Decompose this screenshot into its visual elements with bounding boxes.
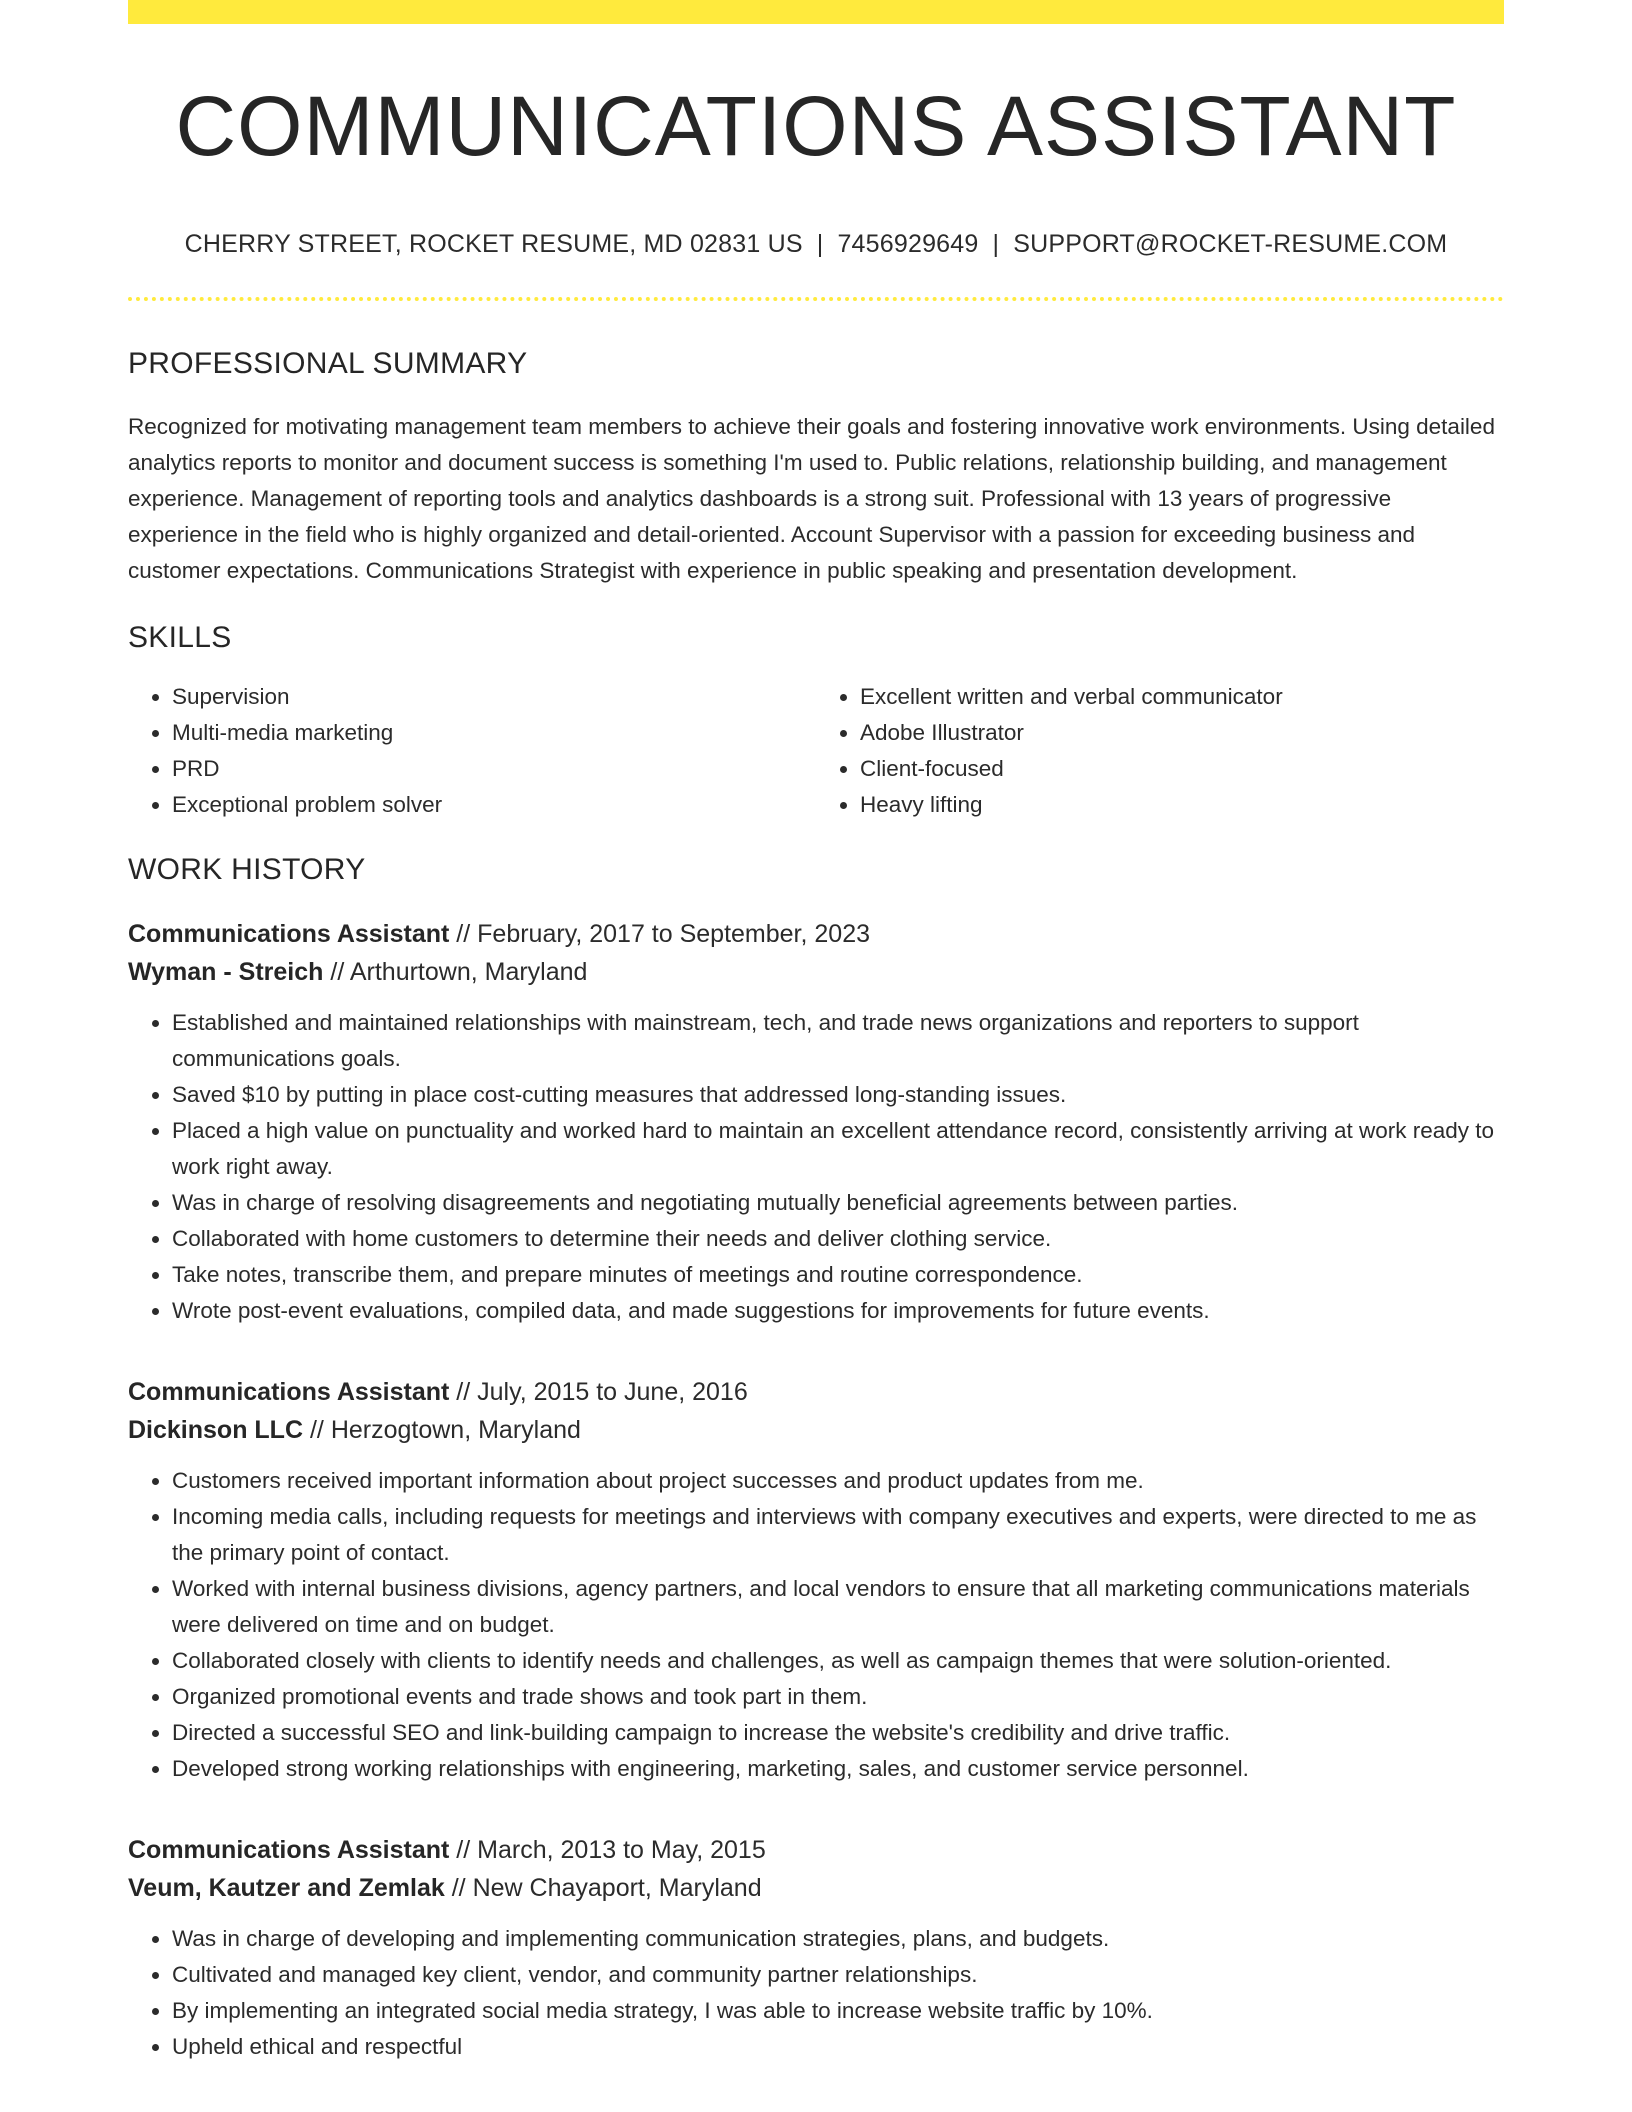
job-entry [128, 1373, 1504, 1787]
job-bullet: • Incoming media calls, including requests for meetings and interviews with company executives and experts, were directed to me as the primary point of contact. [172, 1499, 1504, 1571]
job-bullet: • Wrote post-event evaluations, compiled data, and made suggestions for improvements for future events. [172, 1293, 1504, 1329]
contact-line [128, 230, 1504, 259]
job-role-line [128, 915, 1504, 953]
job-bullet: • Developed strong working relationships with engineering, marketing, sales, and customer service personnel. [172, 1751, 1504, 1787]
job-company-line [128, 953, 1504, 991]
job-bullet: • Collaborated closely with clients to identify needs and challenges, as well as campaign themes that were solution-oriented. [172, 1643, 1504, 1679]
skill-item: • Multi-media marketing [172, 715, 816, 751]
job-separator: // [449, 1378, 478, 1407]
contact-phone: 7456929649 [837, 230, 979, 259]
job-entry [128, 915, 1504, 1329]
job-role: Communications Assistant [128, 920, 450, 949]
job-bullet: • By implementing an integrated social media strategy, I was able to increase website traffic by 10%. [172, 1993, 1504, 2029]
contact-separator: | [992, 230, 1000, 259]
job-dates: February, 2017 to September, 2023 [477, 920, 871, 949]
job-bullets [128, 1463, 1504, 1787]
summary-text: Recognized for motivating management team members to achieve their goals and fostering innovative work environments. Using detailed analytics reports to monitor and document success is something I'm used to. Public relations, relationship building, and management experience. Management of reporting tools and analytics dashboards is a strong suit. Professional with 13 years of progressive experience in the field who is highly organized and detail-oriented. Account Supervisor with a passion for exceeding business and customer expectations. Communications Strategist with experience in public speaking and presentation development. [128, 414, 1495, 584]
job-location: Arthurtown, Maryland [349, 958, 588, 987]
contact-separator: | [816, 230, 824, 259]
job-separator: // [303, 1416, 331, 1445]
job-bullet: • Worked with internal business divisions, agency partners, and local vendors to ensure that all marketing communications materials were delivered on time and on budget. [172, 1571, 1504, 1643]
job-entry [128, 1831, 1504, 2065]
job-bullet: • Collaborated with home customers to determine their needs and deliver clothing service. [172, 1221, 1504, 1257]
job-bullet: • Upheld ethical and respectful [172, 2029, 1504, 2065]
contact-address: CHERRY STREET, ROCKET RESUME, MD 02831 US [184, 230, 803, 259]
page-title: COMMUNICATIONS ASSISTANT [175, 79, 1457, 173]
job-separator: // [449, 920, 478, 949]
job-separator: // [323, 958, 350, 987]
dotted-divider [128, 297, 1504, 301]
skill-item: • PRD [172, 751, 816, 787]
skill-item: • Excellent written and verbal communicator [860, 679, 1504, 715]
job-dates: March, 2013 to May, 2015 [477, 1836, 766, 1865]
summary-heading: PROFESSIONAL SUMMARY [128, 347, 528, 381]
skill-item: • Exceptional problem solver [172, 787, 816, 823]
job-bullet: • Directed a successful SEO and link-building campaign to increase the website's credibility and drive traffic. [172, 1715, 1504, 1751]
job-company: Wyman - Streich [128, 958, 324, 987]
skill-item: • Supervision [172, 679, 816, 715]
resume-page [128, 0, 1504, 2065]
job-company-line [128, 1869, 1504, 1907]
job-company: Dickinson LLC [128, 1416, 304, 1445]
skill-item: • Heavy lifting [860, 787, 1504, 823]
job-bullet: • Saved $10 by putting in place cost-cutting measures that addressed long-standing issues. [172, 1077, 1504, 1113]
job-role-line [128, 1373, 1504, 1411]
job-separator: // [449, 1836, 478, 1865]
job-bullets [128, 1921, 1504, 2065]
skills-list [128, 679, 1504, 823]
job-location: New Chayaport, Maryland [472, 1874, 762, 1903]
job-bullet: • Was in charge of developing and implementing communication strategies, plans, and budgets. [172, 1921, 1504, 1957]
job-bullet: • Customers received important information about project successes and product updates from me. [172, 1463, 1504, 1499]
job-role: Communications Assistant [128, 1836, 450, 1865]
job-company-line [128, 1411, 1504, 1449]
job-bullet: • Established and maintained relationships with mainstream, tech, and trade news organizations and reporters to support communications goals. [172, 1005, 1504, 1077]
skills-column-left [128, 679, 816, 823]
skill-item: • Adobe Illustrator [860, 715, 1504, 751]
job-separator: // [444, 1874, 473, 1903]
job-role: Communications Assistant [128, 1378, 450, 1407]
job-bullets [128, 1005, 1504, 1329]
job-bullet: • Take notes, transcribe them, and prepare minutes of meetings and routine correspondence. [172, 1257, 1504, 1293]
work-history-heading: WORK HISTORY [128, 853, 366, 887]
job-bullet: • Organized promotional events and trade shows and took part in them. [172, 1679, 1504, 1715]
job-role-line [128, 1831, 1504, 1869]
job-location: Herzogtown, Maryland [330, 1416, 581, 1445]
job-company: Veum, Kautzer and Zemlak [128, 1874, 445, 1903]
job-bullet: • Cultivated and managed key client, vendor, and community partner relationships. [172, 1957, 1504, 1993]
top-accent-bar [128, 0, 1504, 24]
skills-heading: SKILLS [128, 621, 232, 655]
skills-column-right [816, 679, 1504, 823]
job-dates: July, 2015 to June, 2016 [477, 1378, 748, 1407]
job-bullet: • Was in charge of resolving disagreements and negotiating mutually beneficial agreements between parties. [172, 1185, 1504, 1221]
job-bullet: • Placed a high value on punctuality and worked hard to maintain an excellent attendance record, consistently arriving at work ready to work right away. [172, 1113, 1504, 1185]
contact-email: SUPPORT@ROCKET-RESUME.COM [1013, 230, 1448, 259]
skill-item: • Client-focused [860, 751, 1504, 787]
